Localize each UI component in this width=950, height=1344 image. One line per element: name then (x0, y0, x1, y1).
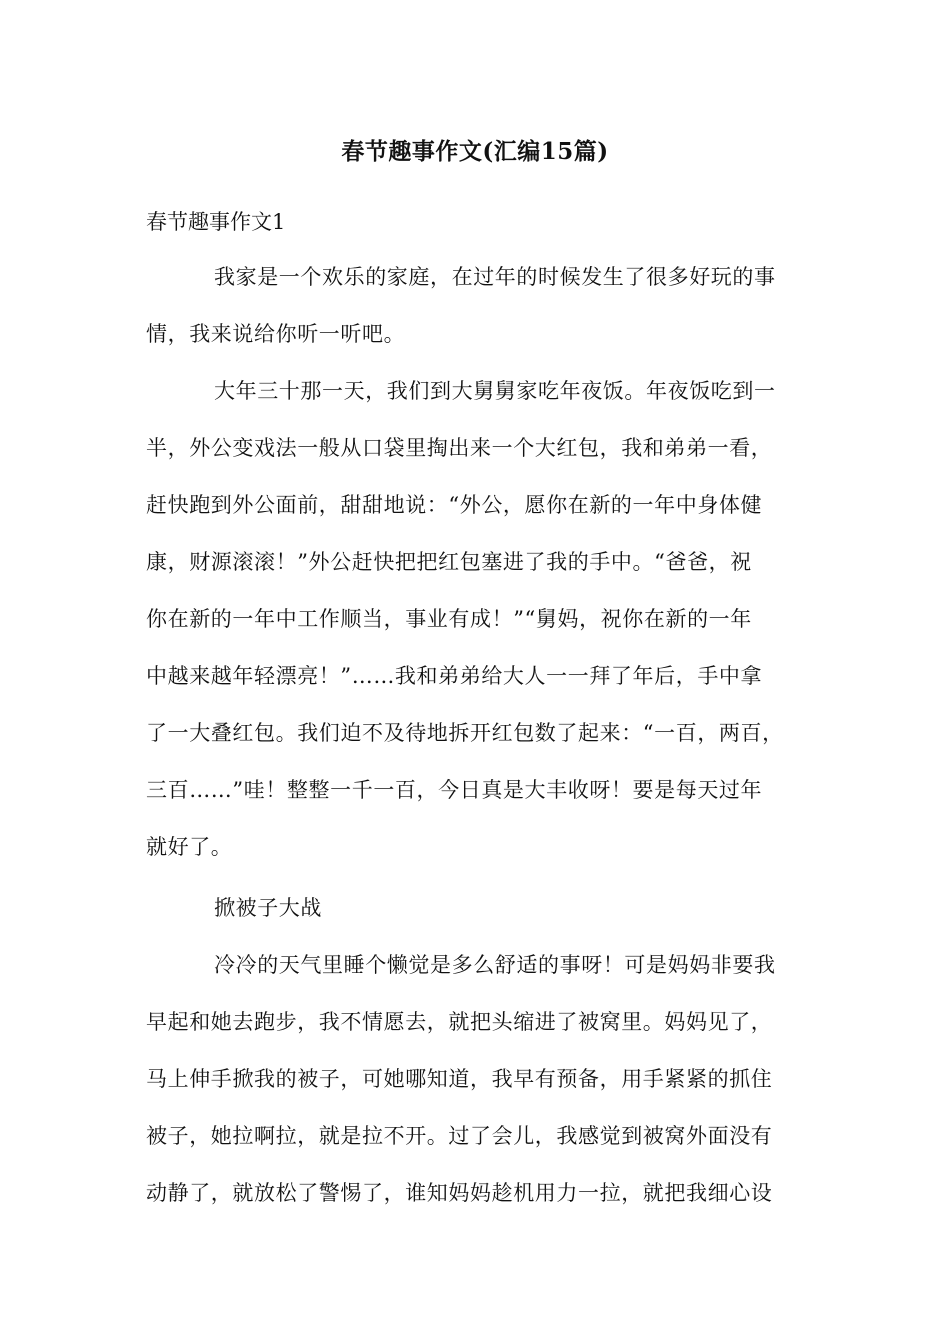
document-title: 春节趣事作文(汇编15篇) (341, 138, 609, 165)
paragraph-line: 冷冷的天气里睡个懒觉是多么舒适的事呀！可是妈妈非要我 (214, 953, 776, 977)
paragraph-line: 赶快跑到外公面前，甜甜地说：“外公，愿你在新的一年中身体健 (146, 493, 763, 517)
paragraph-line: 情，我来说给你听一听吧。 (146, 322, 406, 346)
paragraph-line: 动静了，就放松了警惕了，谁知妈妈趁机用力一拉，就把我细心设 (146, 1181, 773, 1205)
paragraph-line: 就好了。 (146, 835, 233, 859)
paragraph-line: 半，外公变戏法一般从口袋里掏出来一个大红包，我和弟弟一看， (146, 436, 773, 460)
paragraph-line: 你在新的一年中工作顺当，事业有成！”“舅妈，祝你在新的一年 (146, 607, 752, 631)
paragraph-line: 被子，她拉啊拉，就是拉不开。过了会儿，我感觉到被窝外面没有 (146, 1124, 773, 1148)
paragraph-line: 中越来越年轻漂亮！”……我和弟弟给大人一一拜了年后，手中拿 (146, 664, 763, 688)
paragraph-line: 康，财源滚滚！”外公赶快把把红包塞进了我的手中。“爸爸，祝 (146, 550, 752, 574)
paragraph-line: 了一大叠红包。我们迫不及待地拆开红包数了起来：“一百，两百， (146, 721, 784, 745)
paragraph-line: 三百……”哇！整整一千一百，今日真是大丰收呀！要是每天过年 (146, 778, 763, 802)
paragraph-line: 早起和她去跑步，我不情愿去，就把头缩进了被窝里。妈妈见了， (146, 1010, 773, 1034)
section-heading: 春节趣事作文1 (146, 210, 286, 234)
paragraph-line: 马上伸手掀我的被子，可她哪知道，我早有预备，用手紧紧的抓住 (146, 1067, 773, 1091)
paragraph-line: 我家是一个欢乐的家庭，在过年的时候发生了很多好玩的事 (214, 265, 776, 289)
paragraph-line: 大年三十那一天，我们到大舅舅家吃年夜饭。年夜饭吃到一 (214, 379, 776, 403)
subheading: 掀被子大战 (214, 896, 322, 920)
